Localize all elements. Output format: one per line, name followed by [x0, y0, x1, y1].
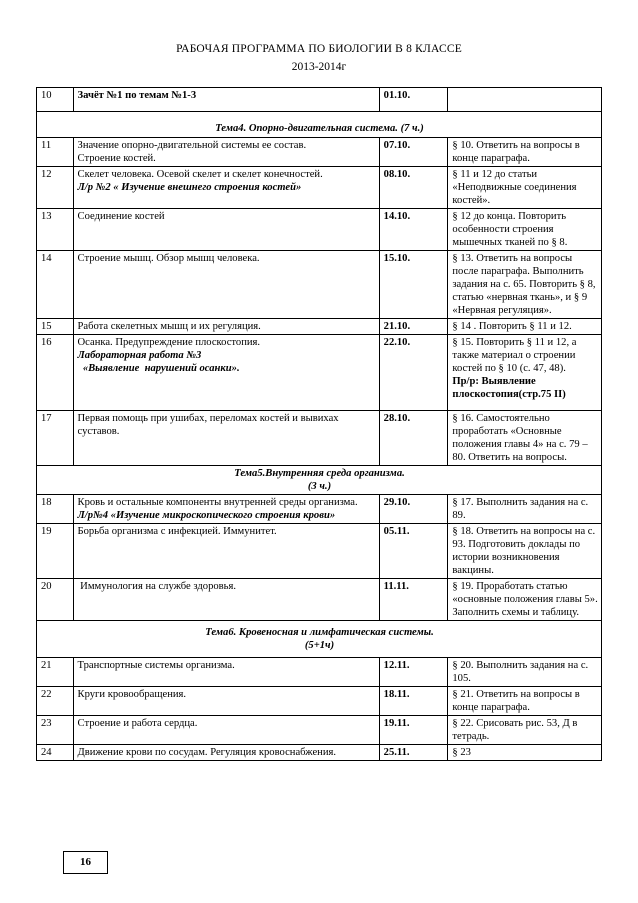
lesson-number: 12: [37, 167, 74, 209]
table-row: [37, 411, 602, 466]
homework: § 23: [448, 745, 602, 761]
section-title-line: Тема6. Кровеносная и лимфатическая системы.: [205, 627, 434, 638]
lesson-number: 16: [37, 335, 74, 411]
practical-work: Пр/р: Выявление плоскостопия(стр.75 II): [452, 376, 566, 400]
homework: § 10. Ответить на вопросы в конце параграфа.: [448, 138, 602, 167]
lesson-topic: Круги кровообращения.: [73, 687, 379, 716]
lab-work-title: Л/р №2 « Изучение внешнего строения костей»: [77, 182, 302, 193]
section-title: [37, 466, 602, 495]
table-row: [37, 88, 602, 112]
lesson-date: 12.11.: [379, 658, 448, 687]
lesson-number: 21: [37, 658, 74, 687]
table-row: [37, 579, 602, 621]
lesson-date: 18.11.: [379, 687, 448, 716]
homework: § 19. Проработать статью «основные положения главы 5». Заполнить схемы и таблицу.: [448, 579, 602, 621]
topic-line: Строение костей.: [77, 153, 156, 164]
homework: § 11 и 12 до статьи «Неподвижные соединения костей».: [448, 167, 602, 209]
section-hours: (5+1ч): [304, 640, 335, 651]
topic-line: Скелет человека. Осевой скелет и скелет конечностей.: [77, 169, 323, 180]
lesson-topic: Соединение костей: [73, 209, 379, 251]
lesson-topic: Работа скелетных мышц и их регуляция.: [73, 319, 379, 335]
lesson-number: 14: [37, 251, 74, 319]
table-row: [37, 658, 602, 687]
lesson-number: 17: [37, 411, 74, 466]
lesson-number: 20: [37, 579, 74, 621]
topic-line: Кровь и остальные компоненты внутренней среды организма.: [77, 497, 358, 508]
lesson-number: 13: [37, 209, 74, 251]
homework: § 18. Ответить на вопросы на с. 93. Подготовить доклады по истории возникновения вакцины.: [448, 524, 602, 579]
section-heading: [37, 621, 602, 658]
lesson-topic: [73, 167, 379, 209]
lesson-number: 22: [37, 687, 74, 716]
section-heading: [37, 112, 602, 138]
lesson-number: 18: [37, 495, 74, 524]
lesson-topic: Зачёт №1 по темам №1-3: [73, 88, 379, 112]
homework: § 13. Ответить на вопросы после параграфа. Выполнить задания на с. 65. Повторить § 8, статью «нервная ткань», и § 9 «Нервная регуляция».: [448, 251, 602, 319]
homework-text: § 15. Повторить § 11 и 12, а также материал о строении костей по § 10 (с. 47, 48).: [452, 337, 577, 374]
homework: § 17. Выполнить задания на с. 89.: [448, 495, 602, 524]
lesson-topic: Первая помощь при ушибах, переломах костей и вывихах суставов.: [73, 411, 379, 466]
homework: § 20. Выполнить задания на с. 105.: [448, 658, 602, 687]
lesson-number: 10: [37, 88, 74, 112]
lesson-topic: Иммунология на службе здоровья.: [73, 579, 379, 621]
lesson-date: 25.11.: [379, 745, 448, 761]
lesson-number: 23: [37, 716, 74, 745]
lesson-date: 14.10.: [379, 209, 448, 251]
lesson-date: 19.11.: [379, 716, 448, 745]
homework: § 22. Срисовать рис. 53, Д в тетрадь.: [448, 716, 602, 745]
table-row: [37, 167, 602, 209]
lab-work-title: Л/р№4 «Изучение микроскопического строения крови»: [77, 510, 336, 521]
school-year: 2013-2014г: [291, 61, 347, 73]
lesson-date: 21.10.: [379, 319, 448, 335]
lesson-date: 22.10.: [379, 335, 448, 411]
lesson-topic: Строение и работа сердца.: [73, 716, 379, 745]
table-row: [37, 716, 602, 745]
topic-line: Значение опорно-двигательной системы ее состав.: [77, 140, 307, 151]
lesson-topic: [73, 138, 379, 167]
lab-work-title: Лабораторная работа №3: [77, 350, 202, 361]
lesson-date: 29.10.: [379, 495, 448, 524]
homework: [448, 88, 602, 112]
lesson-date: 07.10.: [379, 138, 448, 167]
homework: § 16. Самостоятельно проработать «Основные положения главы 4» на с. 79 – 80. Ответить на вопросы.: [448, 411, 602, 466]
lesson-date: 01.10.: [379, 88, 448, 112]
table-row: [37, 335, 602, 411]
homework: [448, 335, 602, 411]
homework: § 14 . Повторить § 11 и 12.: [448, 319, 602, 335]
lesson-topic: Строение мышц. Обзор мышц человека.: [73, 251, 379, 319]
homework: § 12 до конца. Повторить особенности строения мышечных тканей по § 8.: [448, 209, 602, 251]
table-row: [37, 138, 602, 167]
table-row: [37, 251, 602, 319]
lesson-date: 15.10.: [379, 251, 448, 319]
lesson-topic: [73, 335, 379, 411]
lesson-topic: Движение крови по сосудам. Регуляция кровоснабжения.: [73, 745, 379, 761]
topic-line: Осанка. Предупреждение плоскостопия.: [77, 337, 261, 348]
homework: § 21. Ответить на вопросы в конце параграфа.: [448, 687, 602, 716]
lesson-topic: [73, 495, 379, 524]
page-title: РАБОЧАЯ ПРОГРАММА ПО БИОЛОГИИ В 8 КЛАССЕ: [176, 43, 462, 55]
lesson-number: 11: [37, 138, 74, 167]
table-row: [37, 745, 602, 761]
lab-work-subtitle: «Выявление нарушений осанки».: [77, 363, 240, 374]
lesson-topic: Транспортные системы организма.: [73, 658, 379, 687]
section-title: [37, 621, 602, 658]
lesson-number: 24: [37, 745, 74, 761]
lesson-number: 15: [37, 319, 74, 335]
table-row: [37, 209, 602, 251]
section-title-line: Тема5.Внутренняя среда организма.: [234, 468, 405, 479]
section-title: Тема4. Опорно-двигательная система. (7 ч.): [37, 112, 602, 138]
lesson-date: 28.10.: [379, 411, 448, 466]
lesson-plan-table: [36, 87, 602, 761]
page-number: 16: [63, 851, 108, 874]
lesson-number: 19: [37, 524, 74, 579]
lesson-date: 05.11.: [379, 524, 448, 579]
section-hours: (3 ч.): [307, 481, 332, 492]
lesson-date: 08.10.: [379, 167, 448, 209]
table-row: [37, 495, 602, 524]
lesson-date: 11.11.: [379, 579, 448, 621]
table-row: [37, 319, 602, 335]
section-heading: [37, 466, 602, 495]
lesson-topic: Борьба организма с инфекцией. Иммунитет.: [73, 524, 379, 579]
table-row: [37, 524, 602, 579]
table-row: [37, 687, 602, 716]
